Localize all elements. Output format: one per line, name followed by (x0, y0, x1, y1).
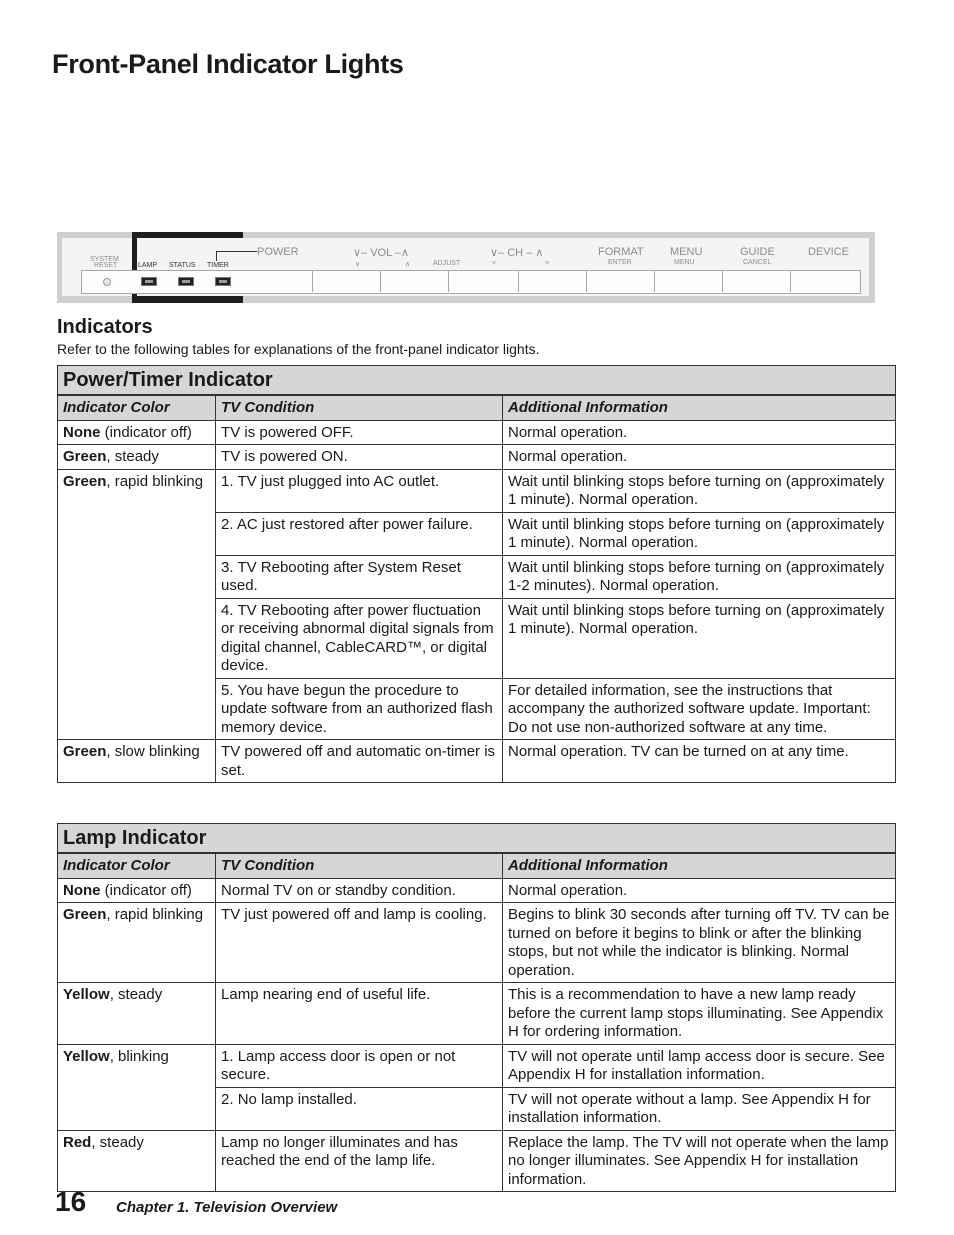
info-cell: Wait until blinking stops before turning on (approximately 1 minute). Normal operation. (502, 512, 895, 555)
system-reset-label-1: SYSTEM (90, 256, 119, 263)
page-title: Front-Panel Indicator Lights (52, 49, 404, 79)
condition-cell: 1. Lamp access door is open or not secure. (216, 1044, 503, 1087)
cancel-label: CANCEL (743, 259, 772, 266)
color-detail: , rapid blinking (106, 906, 204, 923)
info-cell: Wait until blinking stops before turning on (approximately 1-2 minutes). Normal operation. (502, 555, 895, 598)
info-cell: TV will not operate without a lamp. See Appendix H for installation information. (502, 1087, 895, 1130)
column-header-color: Indicator Color (58, 395, 216, 420)
color-cell (58, 740, 216, 783)
column-header-color: Indicator Color (58, 853, 216, 878)
menu-label: MENU (670, 246, 703, 258)
timer-callout-line (216, 251, 257, 261)
vol-down-button (313, 270, 381, 292)
guide-button (723, 270, 791, 292)
color-name: None (63, 881, 101, 899)
info-cell: This is a recommendation to have a new lamp ready before the current lamp stops illuminating. See Appendix H for ordering information. (502, 983, 895, 1045)
ch-right-glyph: > (545, 260, 550, 267)
color-name: Red (63, 1133, 92, 1151)
color-cell (58, 420, 216, 445)
condition-cell: TV is powered ON. (216, 445, 503, 470)
lamp-table (57, 823, 896, 1192)
ch-label: ∨– CH – ∧ (490, 247, 544, 259)
color-name: Green (63, 743, 107, 760)
condition-cell: Normal TV on or standby condition. (216, 878, 503, 903)
lamp-table-title: Lamp Indicator (58, 824, 896, 854)
color-detail: , slow blinking (106, 743, 200, 760)
format-button (587, 270, 655, 292)
device-label: DEVICE (808, 246, 849, 258)
lamp-label: LAMP (138, 262, 158, 269)
timer-indicator-light (215, 277, 231, 286)
condition-cell: TV powered off and automatic on-timer is set. (216, 740, 503, 783)
color-name: Yellow (63, 986, 110, 1003)
condition-cell: Lamp no longer illuminates and has reached the end of the lamp life. (216, 1130, 503, 1192)
column-header-info: Additional Information (502, 853, 895, 878)
table-row (58, 740, 896, 783)
color-detail: , steady (91, 1133, 144, 1151)
table-row (58, 469, 896, 512)
enter-label: ENTER (608, 259, 632, 266)
vol-up-glyph: ∧ (405, 261, 411, 268)
table-row (58, 983, 896, 1045)
table-row (58, 1130, 896, 1192)
color-cell (58, 1130, 216, 1192)
column-header-info: Additional Information (502, 395, 895, 420)
color-detail: (indicator off) (100, 423, 192, 441)
info-cell: Wait until blinking stops before turning on (approximately 1 minute). Normal operation. (502, 469, 895, 512)
power-timer-table (57, 365, 896, 783)
column-header-condition: TV Condition (216, 395, 503, 420)
timer-label: TIMER (207, 262, 229, 269)
system-reset-label-2: RESET (94, 262, 118, 269)
vol-label: ∨– VOL –∧ (353, 247, 410, 259)
info-cell: Normal operation. (502, 878, 895, 903)
color-name: Green (63, 472, 107, 490)
info-cell: Wait until blinking stops before turning on (approximately 1 minute). Normal operation. (502, 598, 895, 678)
color-name: Green (63, 906, 107, 923)
table-row (58, 445, 896, 470)
color-name: None (63, 423, 101, 441)
condition-cell: 2. AC just restored after power failure. (216, 512, 503, 555)
format-label: FORMAT (598, 246, 644, 258)
table-row (58, 1044, 896, 1087)
color-detail: (indicator off) (100, 881, 192, 899)
column-header-condition: TV Condition (216, 853, 503, 878)
indicators-heading: Indicators (57, 316, 153, 338)
ch-down-button (449, 270, 519, 292)
adjust-label: ADJUST (433, 260, 461, 267)
color-cell (58, 445, 216, 470)
info-cell: For detailed information, see the instructions that accompany the authorized software update. Important: Do not use non-authorized software at any time. (502, 678, 895, 740)
color-detail: , steady (109, 986, 163, 1003)
menu-sub-label: MENU (674, 259, 695, 266)
lamp-indicator-light (141, 277, 157, 286)
chapter-label: Chapter 1. Television Overview (116, 1199, 338, 1216)
info-cell: Normal operation. (502, 445, 895, 470)
color-detail: , steady (106, 448, 159, 465)
condition-cell: 2. No lamp installed. (216, 1087, 503, 1130)
vol-down-glyph: ∨ (355, 261, 361, 268)
condition-cell: 4. TV Rebooting after power fluctuation or receiving abnormal digital signals from digital channel, CableCARD™, or digital device. (216, 598, 503, 678)
table-row (58, 420, 896, 445)
info-cell: Normal operation. TV can be turned on at any time. (502, 740, 895, 783)
condition-cell: 5. You have begun the procedure to update software from an authorized flash memory device. (216, 678, 503, 740)
ch-up-button (519, 270, 587, 292)
color-cell (58, 903, 216, 983)
table-row (58, 878, 896, 903)
color-cell (58, 469, 216, 740)
condition-cell: TV just powered off and lamp is cooling. (216, 903, 503, 983)
menu-button (655, 270, 723, 292)
power-timer-table-title: Power/Timer Indicator (58, 366, 896, 396)
status-label: STATUS (169, 262, 196, 269)
info-cell: TV will not operate until lamp access door is secure. See Appendix H for installation information. (502, 1044, 895, 1087)
power-button (244, 270, 313, 292)
condition-cell: 1. TV just plugged into AC outlet. (216, 469, 503, 512)
color-cell (58, 878, 216, 903)
front-panel-illustration (57, 232, 875, 303)
power-label: POWER (257, 246, 299, 258)
color-detail: , rapid blinking (106, 472, 204, 490)
system-reset-hole (103, 278, 111, 286)
page-number: 16 (55, 1186, 87, 1217)
info-cell: Normal operation. (502, 420, 895, 445)
condition-cell: TV is powered OFF. (216, 420, 503, 445)
condition-cell: Lamp nearing end of useful life. (216, 983, 503, 1045)
condition-cell: 3. TV Rebooting after System Reset used. (216, 555, 503, 598)
indicators-intro: Refer to the following tables for explanations of the front-panel indicator lights. (57, 341, 540, 357)
guide-label: GUIDE (740, 246, 775, 258)
color-cell (58, 1044, 216, 1130)
info-cell: Begins to blink 30 seconds after turning off TV. TV can be turned on before it begins to blink or after the blinking stops, but not while the indicator is blinking. Normal operation. (502, 903, 895, 983)
table-row (58, 903, 896, 983)
color-cell (58, 983, 216, 1045)
status-indicator-light (178, 277, 194, 286)
ch-left-glyph: < (492, 260, 497, 267)
color-name: Green (63, 448, 107, 465)
vol-up-button (381, 270, 449, 292)
color-name: Yellow (63, 1047, 110, 1065)
color-detail: , blinking (109, 1047, 169, 1065)
info-cell: Replace the lamp. The TV will not operate when the lamp no longer illuminates. See Appendix H for installation information. (502, 1130, 895, 1192)
